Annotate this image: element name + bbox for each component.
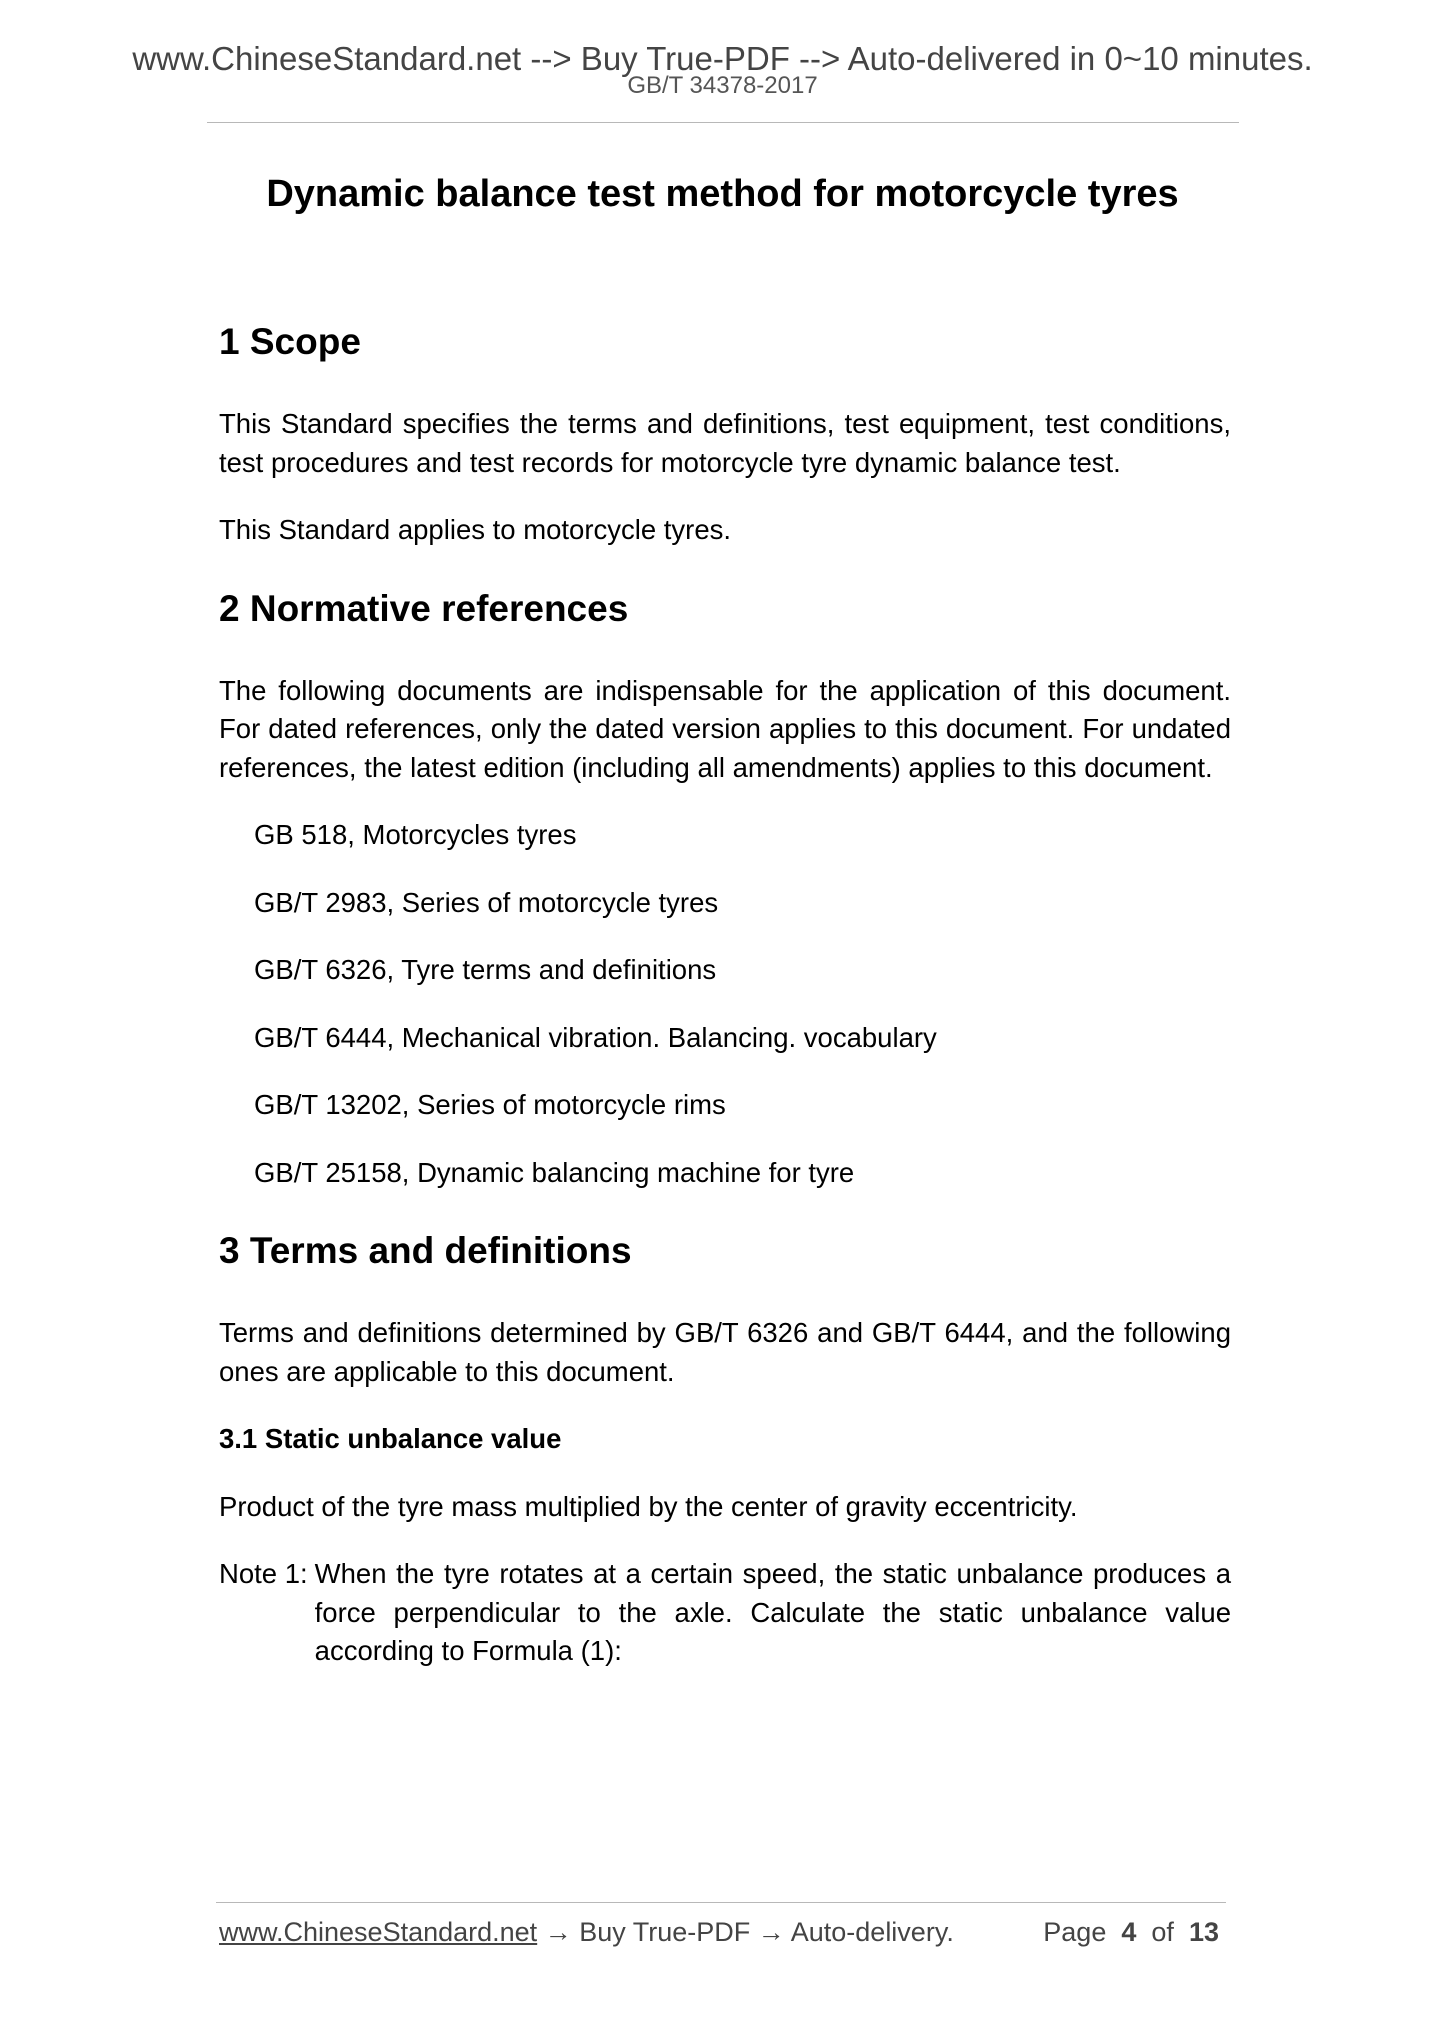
reference-item: GB/T 6444, Mechanical vibration. Balancing. vocabulary <box>254 1021 937 1053</box>
of-word: of <box>1151 1917 1174 1947</box>
subsection-heading: 3.1 Static unbalance value <box>219 1423 562 1454</box>
section-terms-heading: 3 Terms and definitions <box>219 1230 632 1271</box>
page-word: Page <box>1043 1917 1107 1947</box>
note-text: When the tyre rotates at a certain speed, the static unbalance produces a force perpendicular to the axle. Calculate the static unbalance value according to Formula (1): <box>314 1558 1231 1666</box>
reference-list <box>219 816 1231 1192</box>
header-banner: www.ChineseStandard.net --> Buy True-PDF --> Auto-delivered in 0~10 minutes. <box>132 40 1313 77</box>
standard-code: GB/T 34378-2017 <box>627 72 818 99</box>
current-page-number: 4 <box>1121 1917 1137 1947</box>
footer-divider <box>216 1902 1226 1903</box>
footer-website-link[interactable]: www.ChineseStandard.net <box>219 1917 538 1947</box>
reference-item: GB/T 13202, Series of motorcycle rims <box>254 1089 726 1120</box>
reference-item: GB/T 2983, Series of motorcycle tyres <box>254 886 719 918</box>
section-normative-references-heading: 2 Normative references <box>219 587 629 629</box>
terms-intro: Terms and definitions determined by GB/T 6326 and GB/T 6444, and the following ones are applicable to this document. <box>219 1317 1231 1387</box>
section-scope-heading: 1 Scope <box>219 321 361 362</box>
footer-tagline: → Buy True-PDF → Auto-delivery. <box>537 1917 954 1947</box>
header-divider <box>207 122 1239 123</box>
page-footer <box>219 1915 1231 1949</box>
normative-references-intro: The following documents are indispensable for the application of this document. For dated references, only the dated version applies to this document. For undated references, the latest edition (including all amendments) applies to this document. <box>219 674 1231 783</box>
scope-paragraph: This Standard applies to motorcycle tyres. <box>219 514 732 545</box>
reference-item: GB 518, Motorcycles tyres <box>254 819 577 850</box>
footer-left <box>219 1917 954 1947</box>
reference-item: GB/T 25158, Dynamic balancing machine for tyre <box>254 1156 855 1188</box>
total-pages: 13 <box>1188 1917 1219 1947</box>
document-title: Dynamic balance test method for motorcycle tyres <box>266 173 1179 215</box>
note-block <box>219 1555 1231 1671</box>
definition-text: Product of the tyre mass multiplied by the center of gravity eccentricity. <box>219 1490 1078 1522</box>
scope-paragraph: This Standard specifies the terms and definitions, test equipment, test conditions, test procedures and test records for motorcycle tyre dynamic balance test. <box>219 408 1231 478</box>
reference-item: GB/T 6326, Tyre terms and definitions <box>254 954 717 985</box>
document-body <box>219 320 1231 1671</box>
page-indicator <box>1043 1915 1219 1949</box>
note-label: Note 1: <box>219 1558 308 1589</box>
